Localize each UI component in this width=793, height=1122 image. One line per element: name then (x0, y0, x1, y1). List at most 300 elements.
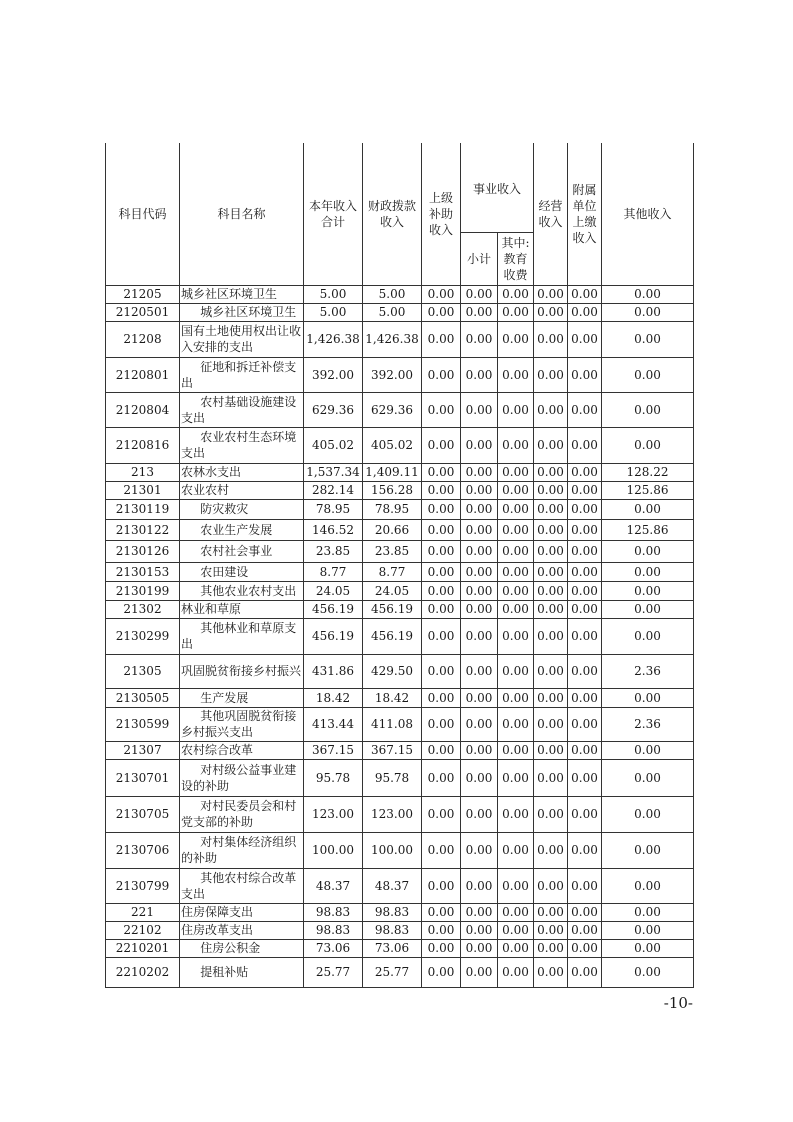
row-business-edu: 0.00 (498, 741, 534, 759)
row-business-edu: 0.00 (498, 562, 534, 581)
row-superior: 0.00 (422, 707, 461, 741)
row-total: 629.36 (304, 392, 363, 427)
row-affiliated: 0.00 (568, 868, 602, 903)
table-row (106, 562, 694, 581)
row-fiscal: 73.06 (363, 939, 422, 957)
row-business-edu: 0.00 (498, 600, 534, 618)
row-business-subtotal: 0.00 (461, 463, 498, 481)
row-fiscal: 25.77 (363, 957, 422, 987)
table-header (106, 143, 694, 285)
row-business-edu: 0.00 (498, 939, 534, 957)
row-operating: 0.00 (534, 832, 568, 868)
row-fiscal: 24.05 (363, 581, 422, 600)
row-fiscal: 429.50 (363, 654, 422, 688)
row-code: 213 (106, 463, 180, 481)
row-business-subtotal: 0.00 (461, 481, 498, 499)
row-code: 2130126 (106, 540, 180, 562)
table-row (106, 832, 694, 868)
row-code: 2120801 (106, 357, 180, 392)
row-total: 405.02 (304, 427, 363, 463)
row-business-edu: 0.00 (498, 427, 534, 463)
row-other: 2.36 (602, 654, 694, 688)
header-fiscal: 财政拨款收入 (363, 143, 422, 285)
header-business-group: 事业收入 (461, 143, 534, 232)
row-fiscal: 1,426.38 (363, 321, 422, 357)
row-operating: 0.00 (534, 519, 568, 540)
row-superior: 0.00 (422, 562, 461, 581)
row-business-edu: 0.00 (498, 868, 534, 903)
table-row (106, 939, 694, 957)
row-other: 0.00 (602, 939, 694, 957)
row-code: 2130599 (106, 707, 180, 741)
row-affiliated: 0.00 (568, 499, 602, 519)
row-code: 2130505 (106, 688, 180, 707)
table-row (106, 519, 694, 540)
row-name: 对村民委员会和村党支部的补助 (180, 796, 304, 832)
row-fiscal: 78.95 (363, 499, 422, 519)
row-operating: 0.00 (534, 707, 568, 741)
row-business-edu: 0.00 (498, 499, 534, 519)
row-affiliated: 0.00 (568, 707, 602, 741)
row-fiscal: 100.00 (363, 832, 422, 868)
row-fiscal: 5.00 (363, 303, 422, 321)
row-fiscal: 20.66 (363, 519, 422, 540)
row-code: 2130199 (106, 581, 180, 600)
row-code: 221 (106, 903, 180, 921)
row-business-edu: 0.00 (498, 957, 534, 987)
row-total: 48.37 (304, 868, 363, 903)
row-superior: 0.00 (422, 392, 461, 427)
row-code: 21205 (106, 285, 180, 303)
row-total: 123.00 (304, 796, 363, 832)
header-superior: 上级补助收入 (422, 143, 461, 285)
page-number: -10- (663, 994, 693, 1012)
row-fiscal: 95.78 (363, 759, 422, 796)
row-total: 282.14 (304, 481, 363, 499)
row-affiliated: 0.00 (568, 741, 602, 759)
row-operating: 0.00 (534, 499, 568, 519)
row-other: 0.00 (602, 562, 694, 581)
row-business-subtotal: 0.00 (461, 741, 498, 759)
row-superior: 0.00 (422, 759, 461, 796)
row-business-subtotal: 0.00 (461, 618, 498, 654)
row-total: 5.00 (304, 285, 363, 303)
table-row (106, 654, 694, 688)
row-business-subtotal: 0.00 (461, 654, 498, 688)
row-fiscal: 123.00 (363, 796, 422, 832)
budget-income-table (105, 143, 694, 988)
row-code: 22102 (106, 921, 180, 939)
row-business-subtotal: 0.00 (461, 303, 498, 321)
row-affiliated: 0.00 (568, 562, 602, 581)
row-name: 农村社会事业 (180, 540, 304, 562)
row-code: 21208 (106, 321, 180, 357)
row-business-subtotal: 0.00 (461, 427, 498, 463)
table-row (106, 357, 694, 392)
row-name: 国有土地使用权出让收入安排的支出 (180, 321, 304, 357)
row-operating: 0.00 (534, 903, 568, 921)
row-code: 2130299 (106, 618, 180, 654)
row-other: 125.86 (602, 519, 694, 540)
header-code: 科目代码 (106, 143, 180, 285)
row-business-subtotal: 0.00 (461, 688, 498, 707)
row-fiscal: 392.00 (363, 357, 422, 392)
row-fiscal: 367.15 (363, 741, 422, 759)
row-fiscal: 48.37 (363, 868, 422, 903)
row-other: 0.00 (602, 392, 694, 427)
row-name: 其他林业和草原支出 (180, 618, 304, 654)
row-name: 住房改革支出 (180, 921, 304, 939)
row-business-subtotal: 0.00 (461, 392, 498, 427)
row-business-edu: 0.00 (498, 540, 534, 562)
row-operating: 0.00 (534, 688, 568, 707)
row-business-subtotal: 0.00 (461, 759, 498, 796)
table-row (106, 688, 694, 707)
row-other: 0.00 (602, 688, 694, 707)
row-code: 2210201 (106, 939, 180, 957)
row-business-subtotal: 0.00 (461, 957, 498, 987)
table-row (106, 499, 694, 519)
row-affiliated: 0.00 (568, 939, 602, 957)
row-operating: 0.00 (534, 581, 568, 600)
row-total: 392.00 (304, 357, 363, 392)
row-business-subtotal: 0.00 (461, 921, 498, 939)
row-superior: 0.00 (422, 481, 461, 499)
row-name: 住房保障支出 (180, 903, 304, 921)
row-superior: 0.00 (422, 321, 461, 357)
row-total: 78.95 (304, 499, 363, 519)
row-name: 农业农村生态环境支出 (180, 427, 304, 463)
row-fiscal: 405.02 (363, 427, 422, 463)
table-row (106, 921, 694, 939)
row-fiscal: 98.83 (363, 921, 422, 939)
row-code: 2120501 (106, 303, 180, 321)
row-operating: 0.00 (534, 562, 568, 581)
row-name: 对村级公益事业建设的补助 (180, 759, 304, 796)
row-affiliated: 0.00 (568, 654, 602, 688)
row-affiliated: 0.00 (568, 463, 602, 481)
row-affiliated: 0.00 (568, 540, 602, 562)
row-affiliated: 0.00 (568, 321, 602, 357)
table-row (106, 868, 694, 903)
row-affiliated: 0.00 (568, 427, 602, 463)
row-fiscal: 411.08 (363, 707, 422, 741)
row-total: 456.19 (304, 600, 363, 618)
budget-income-table-wrapper (105, 143, 694, 988)
row-fiscal: 98.83 (363, 903, 422, 921)
row-business-edu: 0.00 (498, 285, 534, 303)
row-affiliated: 0.00 (568, 832, 602, 868)
row-total: 367.15 (304, 741, 363, 759)
row-operating: 0.00 (534, 427, 568, 463)
table-row (106, 481, 694, 499)
table-row (106, 392, 694, 427)
row-other: 0.00 (602, 321, 694, 357)
row-name: 生产发展 (180, 688, 304, 707)
table-row (106, 321, 694, 357)
row-business-edu: 0.00 (498, 303, 534, 321)
row-total: 146.52 (304, 519, 363, 540)
row-superior: 0.00 (422, 540, 461, 562)
row-business-subtotal: 0.00 (461, 903, 498, 921)
row-other: 0.00 (602, 600, 694, 618)
row-affiliated: 0.00 (568, 759, 602, 796)
row-code: 21302 (106, 600, 180, 618)
row-operating: 0.00 (534, 741, 568, 759)
row-fiscal: 23.85 (363, 540, 422, 562)
table-row (106, 285, 694, 303)
row-other: 0.00 (602, 903, 694, 921)
row-operating: 0.00 (534, 618, 568, 654)
row-superior: 0.00 (422, 957, 461, 987)
row-affiliated: 0.00 (568, 285, 602, 303)
row-business-subtotal: 0.00 (461, 519, 498, 540)
row-code: 2130701 (106, 759, 180, 796)
table-row (106, 903, 694, 921)
row-superior: 0.00 (422, 939, 461, 957)
row-name: 住房公积金 (180, 939, 304, 957)
row-superior: 0.00 (422, 688, 461, 707)
row-name: 城乡社区环境卫生 (180, 285, 304, 303)
table-row (106, 540, 694, 562)
row-fiscal: 456.19 (363, 618, 422, 654)
row-total: 73.06 (304, 939, 363, 957)
row-total: 1,426.38 (304, 321, 363, 357)
row-affiliated: 0.00 (568, 303, 602, 321)
table-row (106, 581, 694, 600)
row-name: 提租补贴 (180, 957, 304, 987)
row-affiliated: 0.00 (568, 688, 602, 707)
row-business-edu: 0.00 (498, 796, 534, 832)
row-total: 23.85 (304, 540, 363, 562)
row-superior: 0.00 (422, 600, 461, 618)
header-business-subtotal: 小计 (461, 232, 498, 285)
row-other: 0.00 (602, 303, 694, 321)
row-affiliated: 0.00 (568, 581, 602, 600)
row-business-edu: 0.00 (498, 921, 534, 939)
row-name: 林业和草原 (180, 600, 304, 618)
row-other: 0.00 (602, 427, 694, 463)
row-fiscal: 456.19 (363, 600, 422, 618)
row-code: 2120816 (106, 427, 180, 463)
row-total: 95.78 (304, 759, 363, 796)
row-other: 0.00 (602, 921, 694, 939)
row-operating: 0.00 (534, 321, 568, 357)
row-operating: 0.00 (534, 957, 568, 987)
row-code: 21305 (106, 654, 180, 688)
row-operating: 0.00 (534, 600, 568, 618)
row-superior: 0.00 (422, 357, 461, 392)
row-operating: 0.00 (534, 481, 568, 499)
row-name: 其他农村综合改革支出 (180, 868, 304, 903)
header-business-edu: 其中:教育收费 (498, 232, 534, 285)
row-business-subtotal: 0.00 (461, 540, 498, 562)
row-business-subtotal: 0.00 (461, 707, 498, 741)
row-business-edu: 0.00 (498, 654, 534, 688)
row-total: 24.05 (304, 581, 363, 600)
row-operating: 0.00 (534, 392, 568, 427)
row-total: 98.83 (304, 903, 363, 921)
row-business-edu: 0.00 (498, 688, 534, 707)
row-business-subtotal: 0.00 (461, 499, 498, 519)
table-row (106, 957, 694, 987)
row-total: 1,537.34 (304, 463, 363, 481)
row-name: 其他巩固脱贫衔接乡村振兴支出 (180, 707, 304, 741)
row-business-edu: 0.00 (498, 519, 534, 540)
row-affiliated: 0.00 (568, 921, 602, 939)
row-code: 2130706 (106, 832, 180, 868)
row-fiscal: 629.36 (363, 392, 422, 427)
row-code: 2130799 (106, 868, 180, 903)
row-affiliated: 0.00 (568, 957, 602, 987)
table-row (106, 796, 694, 832)
row-total: 25.77 (304, 957, 363, 987)
row-fiscal: 156.28 (363, 481, 422, 499)
row-other: 0.00 (602, 868, 694, 903)
row-business-edu: 0.00 (498, 581, 534, 600)
row-business-edu: 0.00 (498, 832, 534, 868)
row-other: 128.22 (602, 463, 694, 481)
row-other: 2.36 (602, 707, 694, 741)
row-name: 对村集体经济组织的补助 (180, 832, 304, 868)
row-name: 农村基础设施建设支出 (180, 392, 304, 427)
row-fiscal: 18.42 (363, 688, 422, 707)
row-total: 5.00 (304, 303, 363, 321)
row-superior: 0.00 (422, 921, 461, 939)
row-fiscal: 8.77 (363, 562, 422, 581)
row-superior: 0.00 (422, 427, 461, 463)
row-affiliated: 0.00 (568, 618, 602, 654)
header-name: 科目名称 (180, 143, 304, 285)
row-code: 2130119 (106, 499, 180, 519)
table-row (106, 741, 694, 759)
header-operating: 经营收入 (534, 143, 568, 285)
row-affiliated: 0.00 (568, 357, 602, 392)
table-row (106, 707, 694, 741)
row-operating: 0.00 (534, 654, 568, 688)
row-other: 0.00 (602, 285, 694, 303)
row-name: 征地和拆迁补偿支出 (180, 357, 304, 392)
row-operating: 0.00 (534, 759, 568, 796)
row-other: 0.00 (602, 499, 694, 519)
row-operating: 0.00 (534, 540, 568, 562)
row-superior: 0.00 (422, 903, 461, 921)
row-affiliated: 0.00 (568, 796, 602, 832)
row-fiscal: 1,409.11 (363, 463, 422, 481)
row-code: 2130122 (106, 519, 180, 540)
row-name: 农田建设 (180, 562, 304, 581)
row-total: 18.42 (304, 688, 363, 707)
row-superior: 0.00 (422, 741, 461, 759)
row-other: 125.86 (602, 481, 694, 499)
row-business-subtotal: 0.00 (461, 321, 498, 357)
table-body (106, 285, 694, 987)
row-affiliated: 0.00 (568, 392, 602, 427)
table-row (106, 427, 694, 463)
row-operating: 0.00 (534, 357, 568, 392)
row-total: 456.19 (304, 618, 363, 654)
row-business-edu: 0.00 (498, 392, 534, 427)
row-other: 0.00 (602, 540, 694, 562)
row-superior: 0.00 (422, 654, 461, 688)
row-superior: 0.00 (422, 519, 461, 540)
row-superior: 0.00 (422, 618, 461, 654)
row-business-subtotal: 0.00 (461, 796, 498, 832)
table-row (106, 303, 694, 321)
row-code: 2130705 (106, 796, 180, 832)
row-code: 2130153 (106, 562, 180, 581)
header-affiliated: 附属单位上缴收入 (568, 143, 602, 285)
row-total: 98.83 (304, 921, 363, 939)
table-row (106, 463, 694, 481)
row-operating: 0.00 (534, 939, 568, 957)
row-name: 农业农村 (180, 481, 304, 499)
row-name: 城乡社区环境卫生 (180, 303, 304, 321)
row-other: 0.00 (602, 759, 694, 796)
row-superior: 0.00 (422, 285, 461, 303)
row-business-subtotal: 0.00 (461, 600, 498, 618)
row-other: 0.00 (602, 957, 694, 987)
row-business-edu: 0.00 (498, 357, 534, 392)
header-total: 本年收入合计 (304, 143, 363, 285)
row-other: 0.00 (602, 796, 694, 832)
row-other: 0.00 (602, 741, 694, 759)
row-business-subtotal: 0.00 (461, 357, 498, 392)
row-total: 8.77 (304, 562, 363, 581)
row-superior: 0.00 (422, 499, 461, 519)
row-code: 21301 (106, 481, 180, 499)
row-name: 农林水支出 (180, 463, 304, 481)
row-business-edu: 0.00 (498, 903, 534, 921)
row-total: 431.86 (304, 654, 363, 688)
row-business-subtotal: 0.00 (461, 939, 498, 957)
row-business-edu: 0.00 (498, 707, 534, 741)
row-affiliated: 0.00 (568, 519, 602, 540)
row-superior: 0.00 (422, 581, 461, 600)
row-superior: 0.00 (422, 796, 461, 832)
row-business-subtotal: 0.00 (461, 581, 498, 600)
row-operating: 0.00 (534, 303, 568, 321)
row-superior: 0.00 (422, 463, 461, 481)
row-affiliated: 0.00 (568, 600, 602, 618)
row-code: 21307 (106, 741, 180, 759)
row-name: 农村综合改革 (180, 741, 304, 759)
row-name: 其他农业农村支出 (180, 581, 304, 600)
row-operating: 0.00 (534, 868, 568, 903)
row-operating: 0.00 (534, 796, 568, 832)
row-code: 2120804 (106, 392, 180, 427)
row-business-edu: 0.00 (498, 463, 534, 481)
row-other: 0.00 (602, 832, 694, 868)
row-affiliated: 0.00 (568, 903, 602, 921)
row-affiliated: 0.00 (568, 481, 602, 499)
row-business-edu: 0.00 (498, 321, 534, 357)
row-other: 0.00 (602, 357, 694, 392)
row-other: 0.00 (602, 618, 694, 654)
row-total: 413.44 (304, 707, 363, 741)
row-operating: 0.00 (534, 285, 568, 303)
row-code: 2210202 (106, 957, 180, 987)
row-name: 农业生产发展 (180, 519, 304, 540)
row-name: 巩固脱贫衔接乡村振兴 (180, 654, 304, 688)
row-total: 100.00 (304, 832, 363, 868)
row-business-subtotal: 0.00 (461, 832, 498, 868)
row-superior: 0.00 (422, 868, 461, 903)
header-other: 其他收入 (602, 143, 694, 285)
row-business-edu: 0.00 (498, 759, 534, 796)
row-superior: 0.00 (422, 303, 461, 321)
row-business-subtotal: 0.00 (461, 285, 498, 303)
